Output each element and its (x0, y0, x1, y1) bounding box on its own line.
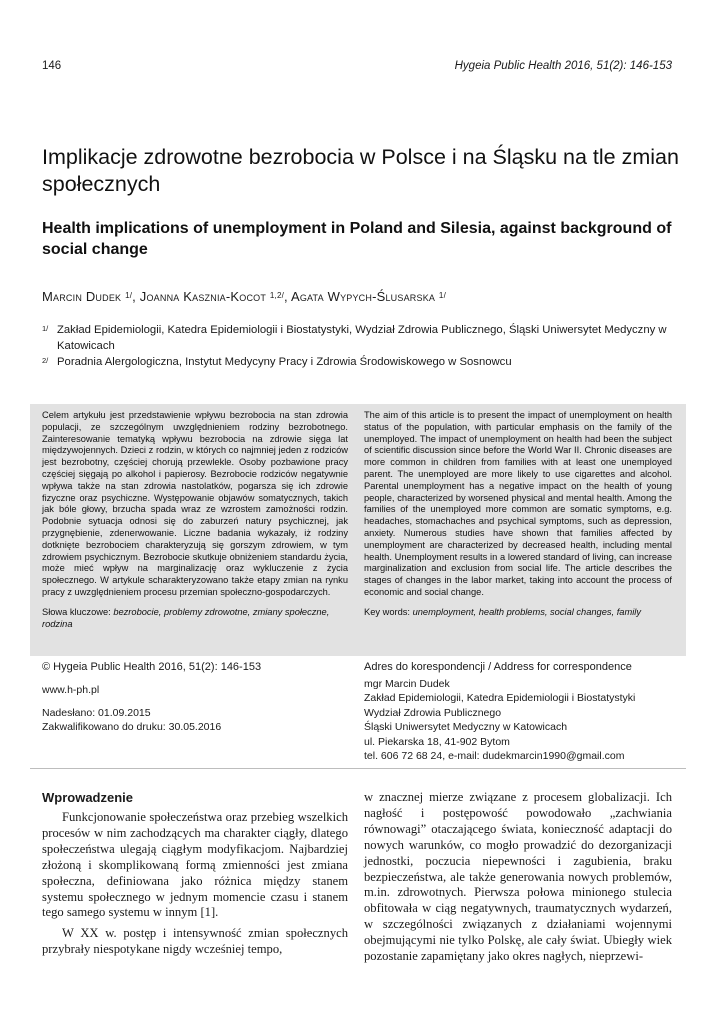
abstract-english-text: The aim of this article is to present the impact of unemployment on health status of the population, with particular emphasis on the family of the unemployed. The impact of unemployment on health had been the subject of scientific discussion since before the World War II. Chronic diseases are more common in children from families with at least one unemployed parent. The unemployed are more likely to use cigarettes and alcohol. Parental unemployment has a negative impact on the health of young people, characterized by worsened physical and mental health. Among the families of the unemployed more common are somatic symptoms, e.g. headaches, stomachaches and psychical symptoms, such as depression, anxiety. Numerous studies have shown that families affected by unemployment are characterized by decreased health, including mental health. Unemployment results in a lowered standard of living, can increase marginalization and exclusion from social life. The article describes the stages of changes in the labor market, taking into account the process of economic and social change. (364, 410, 672, 597)
abstract-polish-text: Celem artykułu jest przedstawienie wpływu bezrobocia na stan zdrowia populacji, ze szczególnym uwzględnieniem rodziny bezrobotnego. Zainteresowanie tematyką wpływu bezrobocia na zdrowie sięga lat międzywojennych. Dzieci z rodzin, w których co najmniej jeden z rodziców jest bezrobotny, częściej chorują przewlekle. Osoby pozbawione pracy częściej sięgają po alkohol i papierosy. Bezrobocie rodziców negatywnie wpływa także na stan zdrowia nastolatków, pogarsza się ich zdrowie fizyczne oraz psychiczne. Występowanie objawów somatycznych, takich jak bóle głowy, brzucha spada wraz ze wzrostem zamożności rodzin. Podobnie sytuacja odnosi się do zaburzeń natury psychicznej, jak przygnębienie, zdenerwowanie. Liczne badania wykazały, iż rodziny dotknięte bezrobociem charakteryzują się gorszym zdrowiem, w tym zdrowiem psychicznym. Bezrobocie skutkuje obniżeniem standardu życia, może mieć wpływ na marginalizację oraz wykluczenie z życia społecznego. W artykule scharakteryzowano także etapy zmian na rynku pracy z uwzględnieniem procesu przemian społeczno-gospodarczych. (42, 410, 348, 597)
journal-citation: Hygeia Public Health 2016, 51(2): 146-153 (454, 60, 672, 72)
accepted-date: Zakwalifikowano do druku: 30.05.2016 (42, 721, 222, 733)
affiliation-text: Poradnia Alergologiczna, Instytut Medycyny Pracy i Zdrowia Środowiskowego w Sosnowcu (57, 356, 512, 368)
keywords-values: bezrobocie, problemy zdrowotne, zmiany społeczne, rodzina (42, 606, 330, 629)
running-header (42, 60, 672, 78)
title-polish: Implikacje zdrowotne bezrobocia w Polsce i na Śląsku na tle zmian społecznych (42, 145, 679, 196)
author-name: Joanna Kasznia-Kocot (139, 289, 267, 304)
journal-website-link[interactable]: www.h-ph.pl (42, 684, 100, 696)
article-metadata (42, 660, 342, 734)
copyright-line: © Hygeia Public Health 2016, 51(2): 146-153 (42, 661, 262, 673)
body-paragraph: Funkcjonowanie społeczeństwa oraz przebieg wszelkich procesów w nim zachodzących ma charakter ciągły, dlatego społeczeństwa ulegają ciągłym modyfikacjom. Najbardziej złożoną i skomplikowaną formą zmienności jest zmiana społeczna, definiowana jako różnica między stanem systemu społecznego w jednym momencie czasu i stanem tego samego systemu w innym [1]. (42, 810, 348, 920)
abstract-english (364, 410, 672, 619)
correspondence-contact: tel. 606 72 68 24, e-mail: dudekmarcin1990@gmail.com (364, 750, 625, 762)
body-paragraph: w znacznej mierze związane z procesem globalizacji. Ich nagłość i postępowość powodowało „zachwiania równowagi” otaczającego świata, konieczność adaptacji do nowych warunków, co mogło prowadzić do dezorganizacji jednostki, poczucia niepewności i zagubienia, braku bezpieczeństwa, ale także generowania nowych problemów, m.in. zdrowotnych. Pierwsza połowa minionego stulecia obfitowała w ciąg negatywnych, traumatycznych wydarzeń, w szczególności związanych z działaniami wojennymi obejmującymi nie tylko Polskę, ale cały świat. Ubiegły wiek pozostanie zapamiętany jako okres nagłych, nieprzewi- (364, 790, 672, 964)
submitted-date: Nadesłano: 01.09.2015 (42, 707, 151, 719)
correspondence-block (364, 660, 684, 764)
body-paragraph: W XX w. postęp i intensywność zmian społecznych przybrały niespotykane nigdy wcześniej tempo, (42, 926, 348, 957)
affiliation (42, 322, 682, 354)
correspondence-line: mgr Marcin Dudek (364, 677, 450, 690)
correspondence-line: Śląski Uniwersytet Medyczny w Katowicach (364, 721, 568, 733)
author-list: Marcin Dudek $^{1/}$, Joanna Kasznia-Kocot $^{1,2/}$, Agata Wypych-Ślusarska $^{1/}$ (42, 289, 446, 304)
correspondence-line: Wydział Zdrowia Publicznego (364, 706, 502, 719)
section-heading: Wprowadzenie (42, 790, 134, 805)
author-affiliation-mark: 1/ (125, 291, 133, 300)
author-name: Marcin Dudek (42, 289, 122, 304)
body-column-right (364, 790, 672, 965)
keywords-label: Key words (364, 606, 408, 617)
correspondence-line: ul. Piekarska 18, 41-902 Bytom (364, 735, 510, 748)
title-english: Health implications of unemployment in Poland and Silesia, against background of social change (42, 220, 672, 258)
page-number: 146 (42, 60, 62, 72)
keywords-values: unemployment, health problems, social changes, family (412, 606, 641, 617)
correspondence-line: Zakład Epidemiologii, Katedra Epidemiologii i Biostatystyki (364, 692, 636, 704)
correspondence-title: Adres do korespondencji / Address for correspondence (364, 661, 632, 673)
section-divider (30, 768, 686, 769)
author-affiliation-mark: 1,2/ (269, 291, 285, 300)
author-affiliation-mark: 1/ (438, 291, 446, 300)
affiliation-text: Zakład Epidemiologii, Katedra Epidemiologii i Biostatystyki, Wydział Zdrowia Publicznego, Śląski Uniwersytet Medyczny w Katowicach (57, 324, 667, 352)
keywords-polish: Słowa kluczowe: bezrobocie, problemy zdrowotne, zmiany społeczne, rodzina (42, 606, 330, 629)
affiliation-mark: 2/ (42, 356, 49, 365)
affiliation-mark: 1/ (42, 324, 49, 333)
author-name: Agata Wypych-Ślusarska (290, 289, 436, 304)
affiliation (42, 354, 682, 370)
keywords-label: Słowa kluczowe (42, 606, 109, 617)
body-column-left (42, 810, 348, 963)
keywords-english: Key words: unemployment, health problems, social changes, family (364, 606, 641, 617)
abstract-polish (42, 410, 348, 630)
